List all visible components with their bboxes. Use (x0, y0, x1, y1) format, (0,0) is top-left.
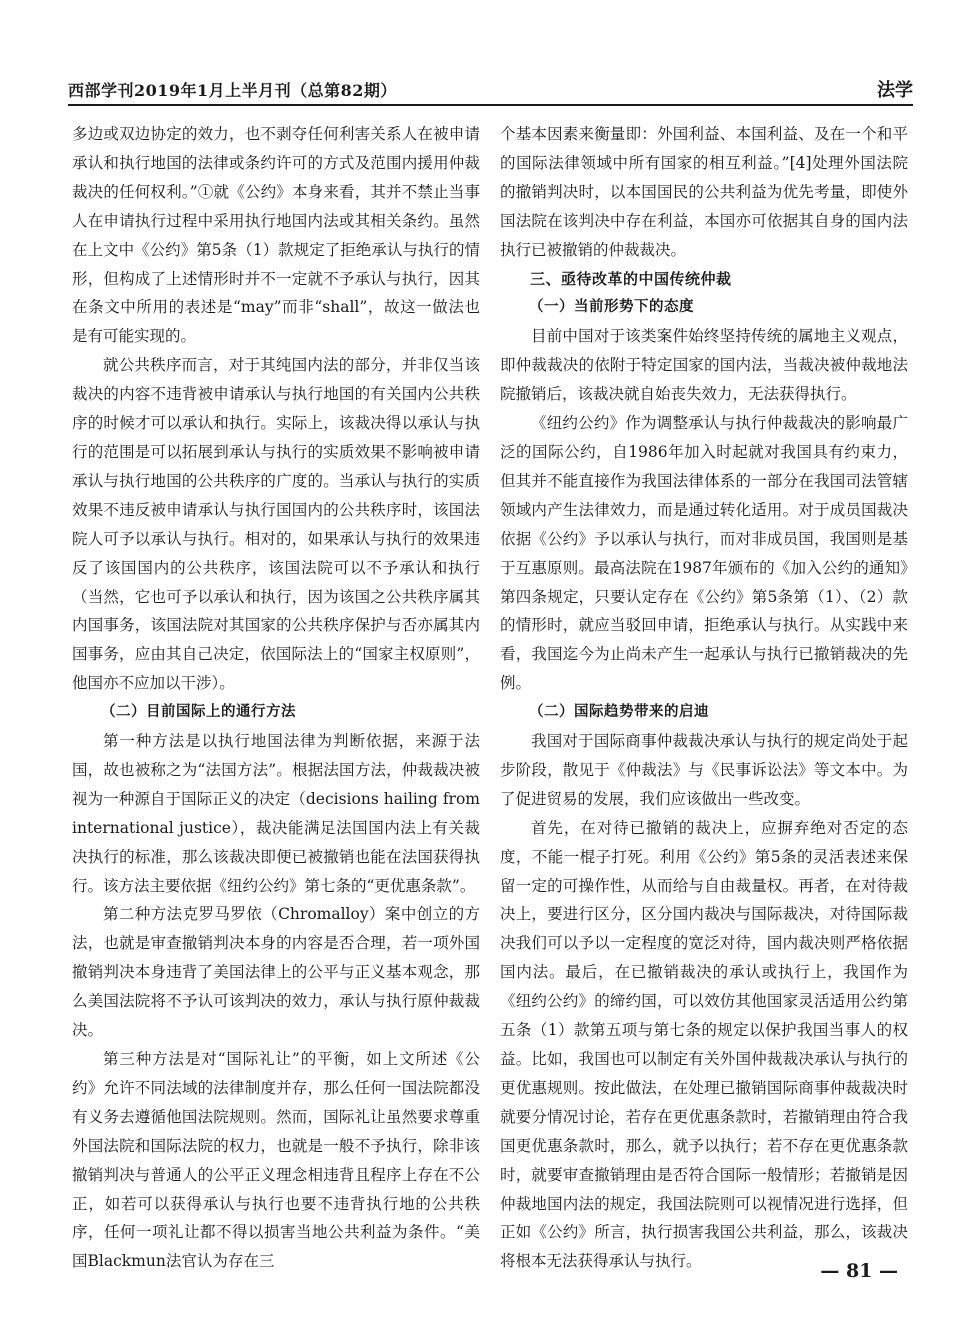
paragraph: 第二种方法克罗马罗依（Chromalloy）案中创立的方法，也就是审查撤销判决本身的内容是否合理，若一项外国撤销判决本身违背了美国法律上的公平与正义基本观念，那么美国法院将不予认可该判决的效力，承认与执行原仲裁裁决。 (72, 905, 480, 1040)
paragraph: 我国对于国际商事仲裁裁决承认与执行的规定尚处于起步阶段，散见于《仲裁法》与《民事诉讼法》等文本中。为了促进贸易的发展，我们应该做出一些改变。 (500, 732, 908, 808)
page-number: — 81 — (820, 1260, 898, 1282)
paragraph: 首先，在对待已撤销的裁决上，应摒弃绝对否定的态度，不能一棍子打死。利用《公约》第5条的灵活表述来保留一定的可操作性，从而给与自由裁量权。再者，在对待裁决上，要进行区分，区分国内裁决与国际裁决，对待国际裁决我们可以予以一定程度的宽泛对待，国内裁决则严格依据国内法。最后，在已撤销裁决的承认或执行上，我国作为《纽约公约》的缔约国，可以效仿其他国家灵活适用公约第五条（1）款第五项与第七条的规定以保护我国当事人的权益。比如，我国也可以制定有关外国仲裁裁决承认与执行的更优惠规则。按此做法，在处理已撤销国际商事仲裁裁决时就要分情况讨论，若存在更优惠条款时，若撤销理由符合我国更优惠条款时，那么，就予以执行；若不存在更优惠条款时，就要审查撤销理由是否符合国际一般情形；若撤销是因仲裁地国内法的规定，我国法院则可以视情况进行选择，但正如《公约》所言，执行损害我国公共利益，那么，该裁决将根本无法获得承认与执行。 (500, 818, 908, 1271)
paragraph: 《纽约公约》作为调整承认与执行仲裁裁决的影响最广泛的国际公约，自1986年加入时起就对我国具有约束力，但其并不能直接作为我国法律体系的一部分在我国司法管辖领域内产生法律效力，而是通过转化适用。对于成员国裁决依据《公约》予以承认与执行，而对非成员国，我国则是基于互惠原则。最高法院在1987年颁布的《加入公约的通知》第四条规定，只要认定存在《公约》第5条第（1）、（2）款的情形时，就应当驳回申请，拒绝承认与执行。从实践中来看，我国迄今为止尚未产生一起承认与执行已撤销裁决的先例。 (500, 414, 908, 693)
journal-issue-label: 西部学刊2019年1月上半月刊（总第82期） (68, 81, 397, 100)
paragraph: 目前中国对于该类案件始终坚持传统的属地主义观点，即仲裁裁决的依附于特定国家的国内法，当裁决被仲裁地法院撤销后，该裁决就自始丧失效力，无法获得执行。 (500, 327, 908, 404)
paragraph: 第三种方法是对“国际礼让”的平衡，如上文所述《公约》允许不同法域的法律制度并存，那么任何一国法院都没有义务去遵循他国法院规则。然而，国际礼让虽然要求尊重外国法院和国际法院的权力，也就是一般不予执行，除非该撤销判决与普通人的公平正义理念相违背且程序上存在不公正，如若可以获得承认与执行也要不违背执行地的公共秩序，任何一项礼让都不得以损害当地公共利益为条件。“美国Blackmun法官认为存在三 (72, 1050, 480, 1271)
paragraph: 第一种方法是以执行地国法律为判断依据，来源于法国，故也被称之为“法国方法”。根据法国方法，仲裁裁决被视为一种源自于国际正义的决定（decisions hailing from international justice），裁决能满足法国国内法上有关裁决执行的标准，那么该裁决即便已被撤销也能在法国获得执行。该方法主要依据《纽约公约》第七条的“更优惠条款”。 (72, 732, 480, 895)
header-rule (68, 104, 913, 106)
subsection-heading: （一）当前形势下的态度 (529, 299, 694, 316)
running-header (68, 74, 913, 104)
subsection-heading: （二）国际趋势带来的启迪 (529, 704, 709, 721)
section-heading: 三、亟待改革的中国传统仲裁 (530, 269, 732, 288)
paragraph: 个基本因素来衡量即：外国利益、本国利益、及在一个和平的国际法律领域中所有国家的相互利益。”[4]处理外国法院的撤销判决时，以本国国民的公共利益为优先考量，即使外国法院在该判决中存在利益，本国亦可依据其自身的国内法执行已被撤销的仲裁裁决。 (500, 125, 908, 259)
subsection-heading: （二）目前国际上的通行方法 (101, 704, 296, 721)
left-column (72, 120, 480, 1271)
paragraph: 多边或双边协定的效力，也不剥夺任何利害关系人在被申请承认和执行地国的法律或条约许可的方式及范围内援用仲裁裁决的任何权利。”①就《公约》本身来看，其并不禁止当事人在申请执行过程中采用执行地国内法或其相关条约。虽然在上文中《公约》第5条（1）款规定了拒绝承认与执行的情形，但构成了上述情形时并不一定就不予承认与执行，因其在条文中所用的表述是“may”而非“shall”，故这一做法也是有可能实现的。 (72, 125, 480, 346)
section-label: 法学 (877, 80, 913, 101)
paragraph: 就公共秩序而言，对于其纯国内法的部分，并非仅当该裁决的内容不违背被申请承认与执行地国的有关国内公共秩序的时候才可以承认和执行。实际上，该裁决得以承认与执行的范围是可以拓展到承认与执行的实质效果不影响被申请承认与执行地国的公共秩序的广度的。当承认与执行的实质效果不违反被申请承认与执行国国内的公共秩序时，该国法院人可予以承认与执行。相对的，如果承认与执行的效果违反了该国国内的公共秩序，该国法院可以不予承认和执行（当然，它也可予以承认和执行，因为该国之公共秩序属其内国事务，该国法院对其国家的公共秩序保护与否亦属其内国事务，应由其自己决定，依国际法上的“国家主权原则”，他国亦不应加以干涉）。 (72, 356, 480, 693)
